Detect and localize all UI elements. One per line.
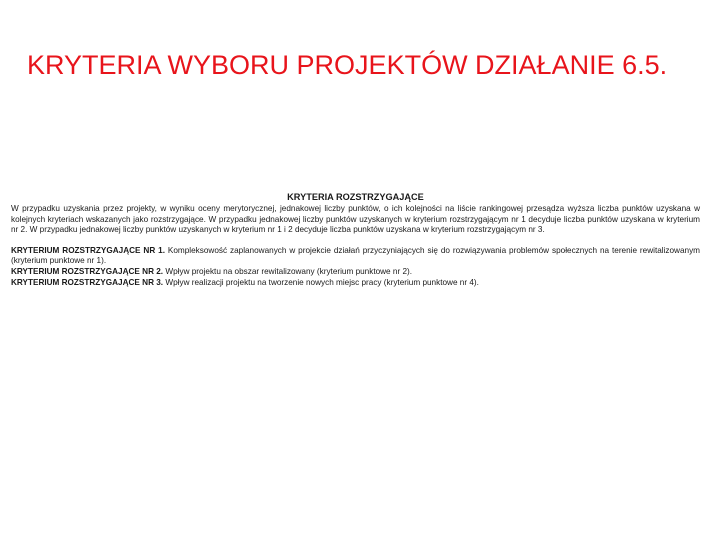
criterion-item-3 bbox=[11, 278, 700, 289]
criterion-label: KRYTERIUM ROZSTRZYGAJĄCE NR 2. bbox=[11, 266, 164, 276]
criterion-label: KRYTERIUM ROZSTRZYGAJĄCE NR 3. bbox=[11, 277, 164, 287]
criterion-label: KRYTERIUM ROZSTRZYGAJĄCE NR 1. bbox=[11, 245, 165, 255]
criteria-document bbox=[11, 192, 700, 288]
criterion-text: Kompleksowość zaplanowanych w projekcie działań przyczyniających się do rozwiązywania problemów społecznych na terenie rewitalizowanym (kryterium punktowe nr 1). bbox=[11, 245, 700, 266]
criterion-item-2 bbox=[11, 267, 700, 278]
criterion-text: Wpływ projektu na obszar rewitalizowany (kryterium punktowe nr 2). bbox=[165, 266, 412, 276]
intro-paragraph: W przypadku uzyskania przez projekty, w wyniku oceny merytorycznej, jednakowej liczby punktów, o ich kolejności na liście rankingowej przesądza wyższa liczba punktów uzyskana w kolejnych kryteriach wskazanych jako rozstrzygające. W przypadku jednakowej liczby punktów uzyskanych w kryterium rozstrzygającym nr 1 decyduje liczba punktów uzyskana w kryterium nr 2. W przypadku jednakowej liczby punktów uzyskanych w kryterium nr 1 i 2 decyduje liczba punktów uzyskana w kryterium rozstrzygającym nr 3. bbox=[11, 204, 700, 235]
document-heading: KRYTERIA ROZSTRZYGAJĄCE bbox=[287, 192, 424, 202]
slide-title: KRYTERIA WYBORU PROJEKTÓW DZIAŁANIE 6.5. bbox=[27, 50, 668, 80]
criteria-list bbox=[11, 246, 700, 288]
criterion-item-1 bbox=[11, 246, 700, 267]
criterion-text: Wpływ realizacji projektu na tworzenie nowych miejsc pracy (kryterium punktowe nr 4). bbox=[165, 277, 479, 287]
